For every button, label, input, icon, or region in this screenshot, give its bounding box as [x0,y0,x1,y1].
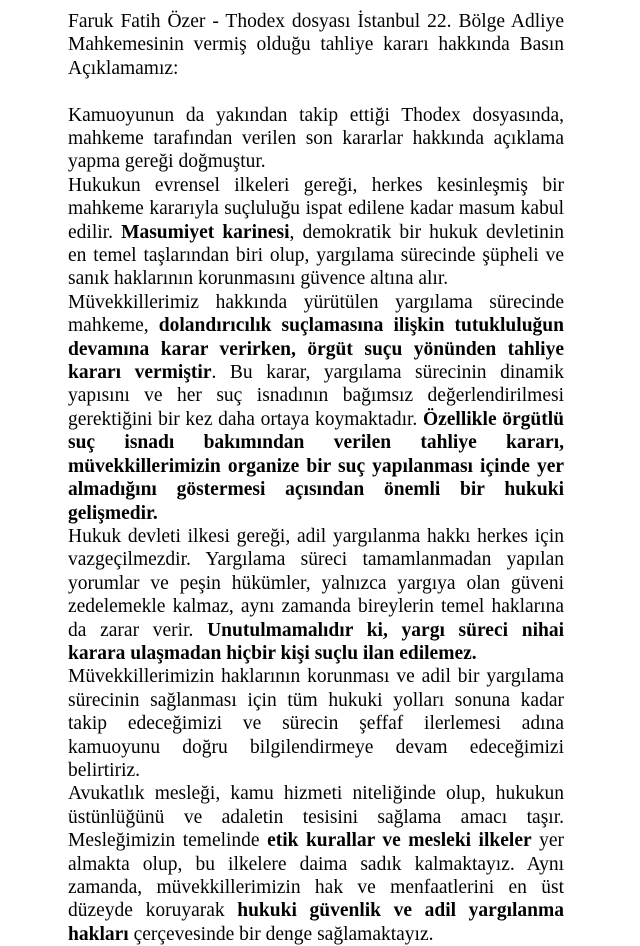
bold-text-run: Özellikle örgütlü suç isnadı bakımından verilen tahliye kararı, müvekkillerimizin organize bir suç yapılanması içinde yer almadığını göstermesi açısından önemli bir hukuki gelişmedir. [68,408,565,524]
text-run: Müvekkillerimizin haklarının korunması ve adil bir yargılama sürecinin sağlanması için tüm hukuki yolları sonuna kadar takip edeceğimizi ve sürecin şeffaf ilerlemesi adına kamuoyunu doğru bilgilendirmeye devam edeceğimizi belirtiriz. [68,666,564,781]
text-run: yer almakta olup, bu ilkelere daima sadık kalmaktayız. Aynı zamanda, müvekkillerimizin hak ve menfaatlerini en üst düzeyde koruyarak [68,830,564,922]
bold-text-run: hukuki güvenlik ve adil yargılanma hakları [68,900,564,945]
text-run: Hukuk devleti ilkesi gereği, adil yargılanma hakkı herkes için vazgeçilmezdir. Yargılama süreci tamamlanmadan yapılan yorumlar ve peşin hükümler, yalnızca yargıya olan güveni zedelemekle kalmaz, aynı zamanda bireylerin temel haklarına da zarar verir. [68,525,564,641]
paragraph [68,782,564,946]
document-body [68,10,564,946]
paragraph [68,10,564,80]
bold-text-run: etik kurallar ve mesleki ilkeler [267,830,532,852]
text-run: Avukatlık mesleği, kamu hizmeti niteliğinde olup, hukukun üstünlüğünü ve adaletin tesisini sağlama amacı taşır. Mesleğimizin temelinde [68,783,564,852]
paragraph [68,104,564,174]
text-run: Hukukun evrensel ilkeleri gereği, herkes kesinleşmiş bir mahkeme kararıyla suçluluğu ispat edilene kadar masum kabul edilir. [68,174,564,243]
text-run: , demokratik bir hukuk devletinin en temel taşlarından biri olup, yargılama sürecinde şüpheli ve sanık haklarının korunmasını güvence altına alır. [68,221,565,290]
text-run: Kamuoyunun da yakından takip ettiği Thodex dosyasında, mahkeme tarafından verilen son kararlar hakkında açıklama yapma gereği doğmuştur. [68,104,564,173]
paragraph [68,665,564,782]
text-run: çerçevesinde bir denge sağlamaktayız. [128,923,434,945]
text-run: . Bu karar, yargılama sürecinin dinamik yapısını ve her suç isnadının bağımsız değerlendirilmesi gerektiğini bir kez daha ortaya koymaktadır. [68,362,564,430]
paragraph [68,291,564,525]
paragraph [68,525,564,665]
bold-text-run: Masumiyet karinesi [121,221,290,243]
bold-text-run: Unutulmamalıdır ki, yargı süreci nihai karara ulaşmadan hiçbir kişi suçlu ilan edilemez. [68,619,564,664]
bold-text-run: dolandırıcılık suçlamasına ilişkin tutukluluğun devamına karar verirken, örgüt suçu yönünden tahliye kararı vermiştir [68,315,564,384]
text-run: Müvekkillerimiz hakkında yürütülen yargılama sürecinde mahkeme, [68,291,564,337]
paragraph [68,174,564,291]
text-run: Faruk Fatih Özer - Thodex dosyası İstanbul 22. Bölge Adliye Mahkemesinin vermiş olduğu tahliye kararı hakkında Basın Açıklamamız: [68,11,564,79]
